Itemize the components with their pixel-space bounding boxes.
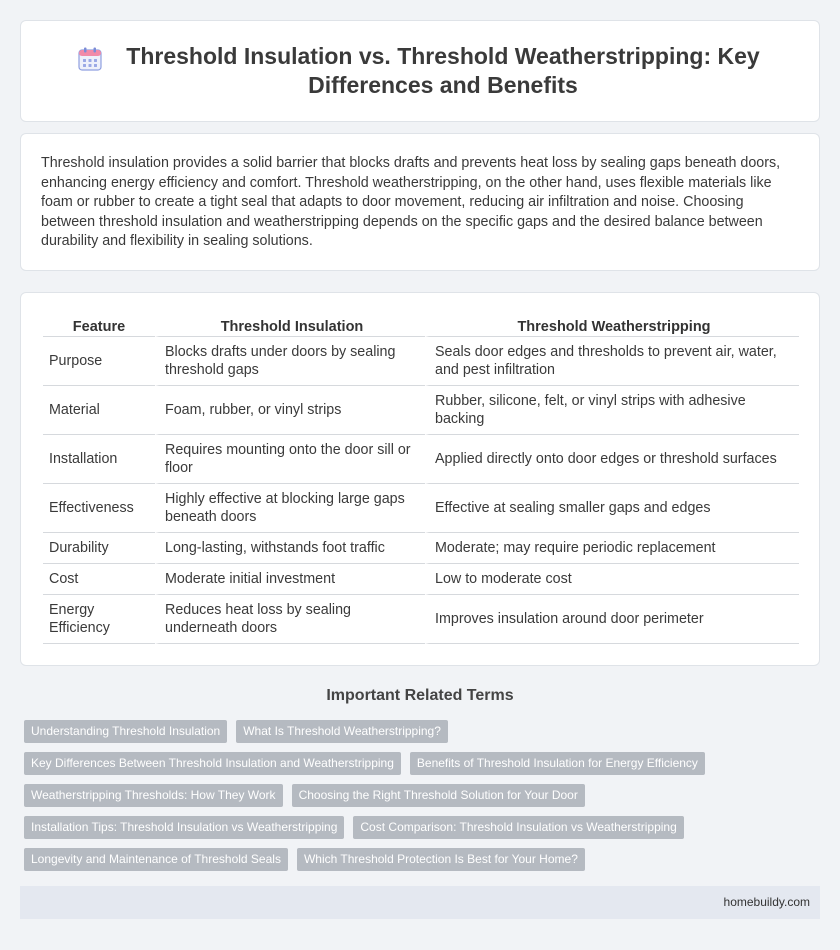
related-term-tag[interactable]: Longevity and Maintenance of Threshold Seals: [24, 848, 288, 871]
weatherstripping-cell: Improves insulation around door perimeter: [425, 595, 799, 644]
intro-card: [20, 133, 820, 271]
weatherstripping-cell: Low to moderate cost: [425, 564, 799, 595]
insulation-cell: Requires mounting onto the door sill or floor: [155, 435, 425, 484]
column-header-feature: Feature: [43, 313, 155, 337]
insulation-cell: Moderate initial investment: [155, 564, 425, 595]
insulation-cell: Foam, rubber, or vinyl strips: [155, 386, 425, 435]
tag-row: [24, 816, 824, 839]
column-header-weatherstripping: Threshold Weatherstripping: [425, 313, 799, 337]
table-row: [43, 386, 799, 435]
table-header-row: [43, 313, 799, 337]
related-term-tag[interactable]: Choosing the Right Threshold Solution for Your Door: [292, 784, 585, 807]
intro-paragraph: Threshold insulation provides a solid barrier that blocks drafts and prevents heat loss by sealing gaps beneath doors, enhancing energy efficiency and comfort. Threshold weatherstripping, on the other hand, uses flexible materials like foam or rubber to create a tight seal that adapts to door movement, reducing air infiltration and noise. Choosing between threshold insulation and weatherstripping depends on the specific gaps and the desired balance between durability and flexibility in sealing solutions.: [41, 155, 781, 249]
table-row: [43, 435, 799, 484]
related-term-tag[interactable]: Cost Comparison: Threshold Insulation vs Weatherstripping: [353, 816, 683, 839]
table-row: [43, 484, 799, 533]
weatherstripping-cell: Applied directly onto door edges or threshold surfaces: [425, 435, 799, 484]
related-term-tag[interactable]: Key Differences Between Threshold Insulation and Weatherstripping: [24, 752, 401, 775]
table-row: [43, 595, 799, 644]
calendar-icon: [77, 46, 103, 72]
feature-cell: Effectiveness: [43, 484, 155, 533]
related-term-tag[interactable]: What Is Threshold Weatherstripping?: [236, 720, 448, 743]
feature-cell: Durability: [43, 533, 155, 564]
tag-row: [24, 752, 824, 775]
weatherstripping-cell: Rubber, silicone, felt, or vinyl strips with adhesive backing: [425, 386, 799, 435]
title-card: [20, 20, 820, 122]
comparison-table-card: [20, 292, 820, 666]
feature-cell: Purpose: [43, 337, 155, 386]
footer: [20, 886, 820, 919]
table-row: [43, 337, 799, 386]
comparison-table: [43, 313, 799, 644]
feature-cell: Material: [43, 386, 155, 435]
table-row: [43, 533, 799, 564]
footer-site-link[interactable]: homebuildy.com: [723, 895, 810, 909]
insulation-cell: Long-lasting, withstands foot traffic: [155, 533, 425, 564]
tag-row: [24, 720, 824, 743]
related-terms-heading: Important Related Terms: [326, 687, 514, 704]
related-term-tag[interactable]: Which Threshold Protection Is Best for Your Home?: [297, 848, 585, 871]
related-terms-tags: [24, 720, 824, 880]
insulation-cell: Blocks drafts under doors by sealing threshold gaps: [155, 337, 425, 386]
related-term-tag[interactable]: Benefits of Threshold Insulation for Energy Efficiency: [410, 752, 705, 775]
tag-row: [24, 784, 824, 807]
table-row: [43, 564, 799, 595]
feature-cell: Installation: [43, 435, 155, 484]
related-term-tag[interactable]: Weatherstripping Thresholds: How They Work: [24, 784, 283, 807]
column-header-insulation: Threshold Insulation: [155, 313, 425, 337]
page-title: Threshold Insulation vs. Threshold Weatherstripping: Key Differences and Benefits: [126, 43, 760, 98]
insulation-cell: Highly effective at blocking large gaps beneath doors: [155, 484, 425, 533]
related-term-tag[interactable]: Understanding Threshold Insulation: [24, 720, 227, 743]
weatherstripping-cell: Seals door edges and thresholds to prevent air, water, and pest infiltration: [425, 337, 799, 386]
weatherstripping-cell: Moderate; may require periodic replacement: [425, 533, 799, 564]
feature-cell: Cost: [43, 564, 155, 595]
title-wrap: [37, 42, 803, 100]
weatherstripping-cell: Effective at sealing smaller gaps and edges: [425, 484, 799, 533]
feature-cell: Energy Efficiency: [43, 595, 155, 644]
insulation-cell: Reduces heat loss by sealing underneath doors: [155, 595, 425, 644]
tag-row: [24, 848, 824, 871]
related-term-tag[interactable]: Installation Tips: Threshold Insulation vs Weatherstripping: [24, 816, 344, 839]
